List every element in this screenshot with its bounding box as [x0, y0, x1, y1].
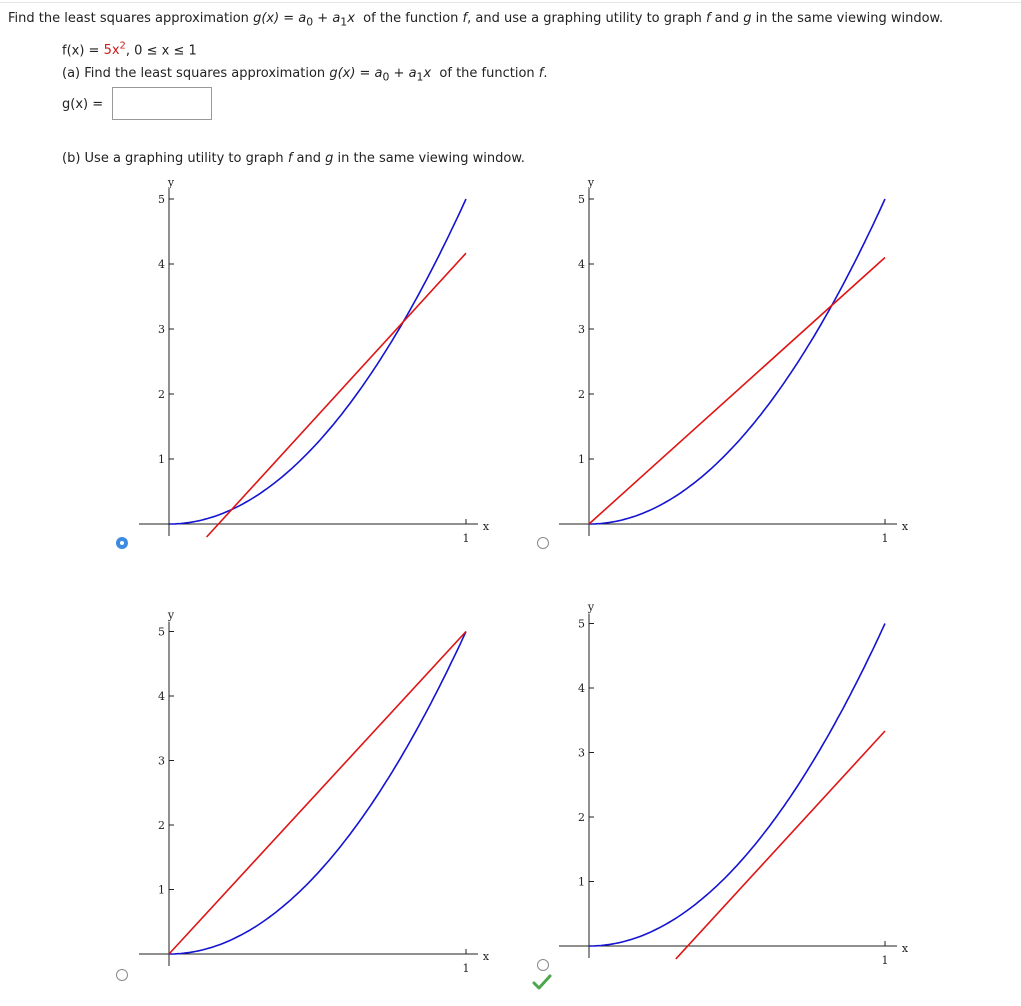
option-4-radio[interactable] [537, 959, 549, 971]
line-g [676, 731, 885, 959]
part-a-subscript-1: 1 [416, 70, 424, 84]
y-tick-label-2: 2 [578, 811, 585, 824]
option-3-radio[interactable] [116, 969, 128, 981]
and-word: and [710, 11, 744, 26]
instruction-text-4: in the same viewing window. [751, 11, 944, 26]
check-icon [532, 974, 552, 990]
y-tick-label-3: 3 [578, 323, 585, 336]
y-tick-label-3: 3 [578, 746, 585, 760]
f-name: f [462, 11, 468, 26]
curve-f [169, 199, 466, 524]
function-exponent: 2 [119, 41, 126, 52]
instruction-text: Find the least squares approximation [8, 11, 254, 26]
y-tick-label-2: 2 [158, 819, 165, 832]
y-tick-label-3: 3 [158, 323, 165, 336]
x-tick-label-1: 1 [881, 954, 889, 967]
part-a-text: (a) Find the least squares approximation [62, 66, 330, 81]
x-tick-label-1: 1 [462, 962, 470, 975]
part-a-period: . [543, 66, 548, 81]
y-tick-label-3: 3 [158, 754, 165, 768]
part-b-text: (b) Use a graphing utility to graph [62, 151, 288, 166]
y-tick-label-2: 2 [158, 388, 165, 401]
y-axis-label: y [167, 608, 175, 622]
y-axis-label: y [167, 176, 175, 189]
graph-option-2 [559, 176, 909, 545]
x-axis-label: x [901, 942, 909, 955]
y-tick-label-5: 5 [578, 617, 585, 631]
y-tick-label-1: 1 [578, 875, 585, 889]
part-a-plus: + a [389, 66, 417, 81]
x-axis-label: x [901, 520, 909, 533]
part-b-g-name: g [325, 151, 334, 166]
function-coef: 5x [103, 43, 120, 59]
instruction-text-2: of the function [363, 11, 463, 26]
y-tick-label-1: 1 [158, 453, 165, 466]
part-a-suffix: of the function [439, 66, 539, 81]
x-axis-label: x [482, 520, 490, 533]
curve-f [589, 199, 885, 524]
line-g [207, 253, 466, 537]
y-tick-label-2: 2 [578, 388, 585, 401]
y-tick-label-5: 5 [158, 625, 165, 639]
y-tick-label-5: 5 [578, 193, 585, 206]
x-tick-label-1: 1 [462, 532, 470, 545]
answer-label: g(x) = [62, 97, 104, 112]
y-axis-label: y [587, 176, 595, 189]
graph-option-3 [139, 609, 490, 976]
part-a-x: x [423, 66, 432, 81]
y-axis-label: y [587, 600, 595, 614]
part-a-f-name: f [538, 66, 544, 81]
y-tick-label-4: 4 [158, 690, 165, 703]
y-tick-label-4: 4 [578, 682, 585, 695]
subscript-1: 1 [340, 15, 348, 29]
part-a-subscript-0: 0 [382, 70, 390, 84]
graph-option-4 [559, 601, 909, 968]
line-g [169, 632, 466, 955]
function-lhs: f(x) = [62, 43, 104, 59]
part-b-f-name: f [287, 151, 293, 166]
line-g [589, 258, 885, 525]
x-tick-label-1: 1 [881, 532, 889, 545]
y-tick-label-1: 1 [158, 883, 165, 897]
part-a-approx-form: g(x) = a [329, 66, 383, 81]
approx-x: x [347, 11, 355, 26]
approx-plus: + a [313, 11, 341, 26]
option-2-radio[interactable] [537, 537, 549, 549]
part-b-suffix: in the same viewing window. [333, 151, 525, 166]
f-name-2: f [705, 11, 711, 26]
approx-form: g(x) = a [253, 11, 307, 26]
y-tick-label-4: 4 [578, 258, 585, 271]
part-b-and-word: and [292, 151, 326, 166]
curve-f [589, 624, 885, 947]
g-name: g [743, 11, 752, 26]
function-domain: , 0 ≤ x ≤ 1 [125, 43, 197, 59]
graph-option-1 [139, 176, 490, 545]
option-1-radio[interactable] [116, 537, 128, 549]
x-axis-label: x [482, 950, 490, 963]
y-tick-label-4: 4 [158, 258, 165, 271]
y-tick-label-5: 5 [158, 193, 165, 206]
y-tick-label-1: 1 [578, 453, 585, 466]
instruction-text-3: , and use a graphing utility to graph [467, 11, 706, 26]
subscript-0: 0 [306, 15, 314, 29]
